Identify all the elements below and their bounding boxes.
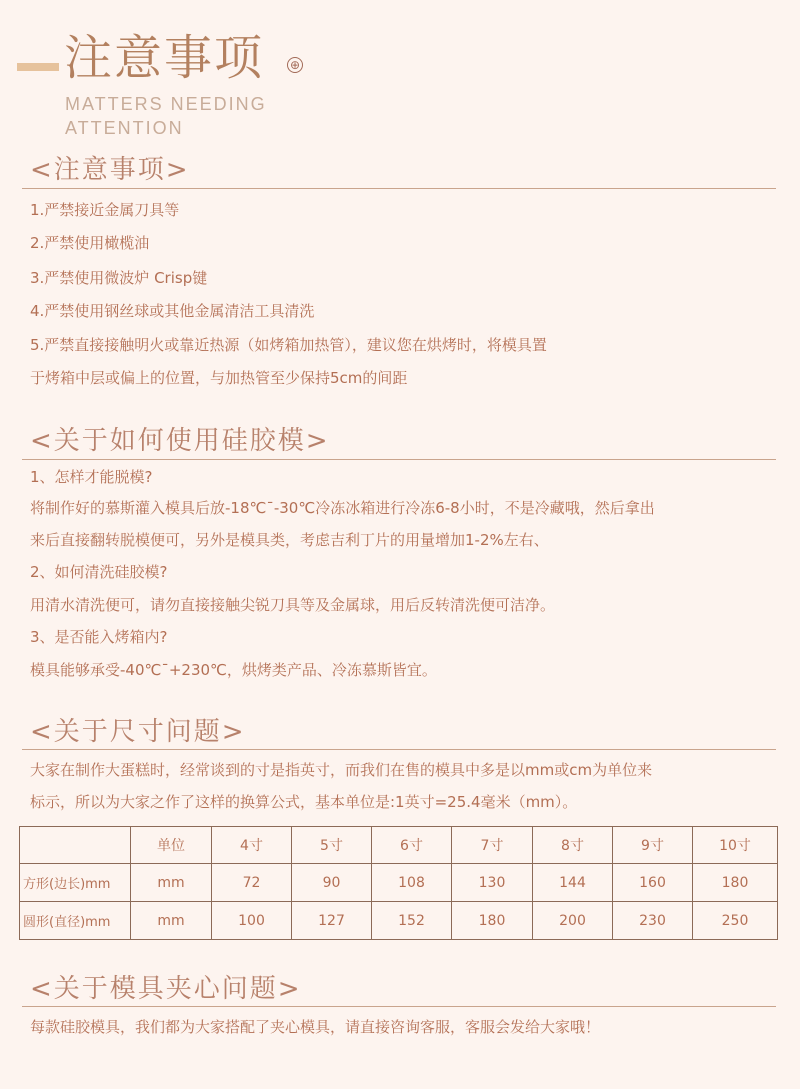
usage-answer: 来后直接翻转脱模便可，另外是模具类，考虑吉利丁片的用量增加1-2%左右、 xyxy=(30,531,549,549)
attention-item: 1.严禁接近金属刀具等 xyxy=(30,201,180,219)
table-cell: 100 xyxy=(212,902,292,940)
english-subtitle-line-2: ATTENTION xyxy=(65,118,184,138)
table-row xyxy=(20,864,778,902)
table-header-cell: 10寸 xyxy=(693,827,778,864)
attention-item: 于烤箱中层或偏上的位置，与加热管至少保持5cm的间距 xyxy=(30,369,408,387)
usage-question: 1、怎样才能脱模? xyxy=(30,468,153,486)
size-description: 标示，所以为大家之作了这样的换算公式，基本单位是:1英寸=25.4毫米（mm）。 xyxy=(30,793,578,811)
usage-question: 2、如何清洗硅胶模? xyxy=(30,563,168,581)
table-row-header: 圆形(直径)mm xyxy=(20,902,131,940)
table-header-cell: 单位 xyxy=(131,827,212,864)
table-cell: 127 xyxy=(292,902,372,940)
table-cell: 90 xyxy=(292,864,372,902)
table-row-header: 方形(边长)mm xyxy=(20,864,131,902)
usage-answer: 用清水清洗便可，请勿直接接触尖锐刀具等及金属球，用后反转清洗便可洁净。 xyxy=(30,596,556,614)
table-header-cell: 8寸 xyxy=(533,827,613,864)
table-cell: 152 xyxy=(372,902,452,940)
table-header-cell xyxy=(20,827,131,864)
table-cell: mm xyxy=(131,902,212,940)
table-cell: 250 xyxy=(693,902,778,940)
table-cell: 144 xyxy=(533,864,613,902)
core-description: 每款硅胶模具，我们都为大家搭配了夹心模具，请直接咨询客服，客服会发给大家哦！ xyxy=(30,1018,601,1036)
attention-item: 3.严禁使用微波炉 Crisp键 xyxy=(30,269,208,287)
section-divider xyxy=(22,1006,776,1007)
usage-answer: 将制作好的慕斯灌入模具后放-18℃ˉ-30℃冷冻冰箱进行冷冻6-8小时，不是冷藏哦，然后拿出 xyxy=(30,499,655,517)
table-row xyxy=(20,902,778,940)
table-header-cell: 9寸 xyxy=(613,827,693,864)
size-conversion-table xyxy=(19,826,778,940)
table-cell: 230 xyxy=(613,902,693,940)
table-header-cell: 6寸 xyxy=(372,827,452,864)
table-cell: 72 xyxy=(212,864,292,902)
section-title-size: <关于尺寸问题> xyxy=(30,717,246,747)
table-cell: mm xyxy=(131,864,212,902)
table-header-row xyxy=(20,827,778,864)
table-cell: 130 xyxy=(452,864,533,902)
table-header-cell: 4寸 xyxy=(212,827,292,864)
section-divider xyxy=(22,188,776,189)
table-header-cell: 5寸 xyxy=(292,827,372,864)
table-cell: 180 xyxy=(693,864,778,902)
usage-answer: 模具能够承受-40℃ˉ+230℃，烘烤类产品、冷冻慕斯皆宜。 xyxy=(30,661,437,679)
section-title-core: <关于模具夹心问题> xyxy=(30,974,302,1004)
english-subtitle-line-1: MATTERS NEEDING xyxy=(65,94,267,114)
attention-item: 4.严禁使用钢丝球或其他金属清洁工具清洗 xyxy=(30,302,315,320)
plus-icon: ⊕ xyxy=(287,57,303,73)
section-title-attention: <注意事项> xyxy=(30,155,190,185)
table-cell: 160 xyxy=(613,864,693,902)
section-title-usage: <关于如何使用硅胶模> xyxy=(30,426,330,456)
page-title: 注意事项 xyxy=(64,30,265,86)
usage-question: 3、是否能入烤箱内? xyxy=(30,628,168,646)
header-accent-bar xyxy=(17,63,59,71)
table-header-cell: 7寸 xyxy=(452,827,533,864)
attention-item: 5.严禁直接接触明火或靠近热源（如烤箱加热管），建议您在烘烤时，将模具置 xyxy=(30,336,547,354)
table-cell: 180 xyxy=(452,902,533,940)
size-description: 大家在制作大蛋糕时，经常谈到的寸是指英寸，而我们在售的模具中多是以mm或cm为单位来 xyxy=(30,761,653,779)
attention-item: 2.严禁使用橄榄油 xyxy=(30,234,150,252)
table-cell: 200 xyxy=(533,902,613,940)
table-cell: 108 xyxy=(372,864,452,902)
section-divider xyxy=(22,749,776,750)
section-divider xyxy=(22,459,776,460)
